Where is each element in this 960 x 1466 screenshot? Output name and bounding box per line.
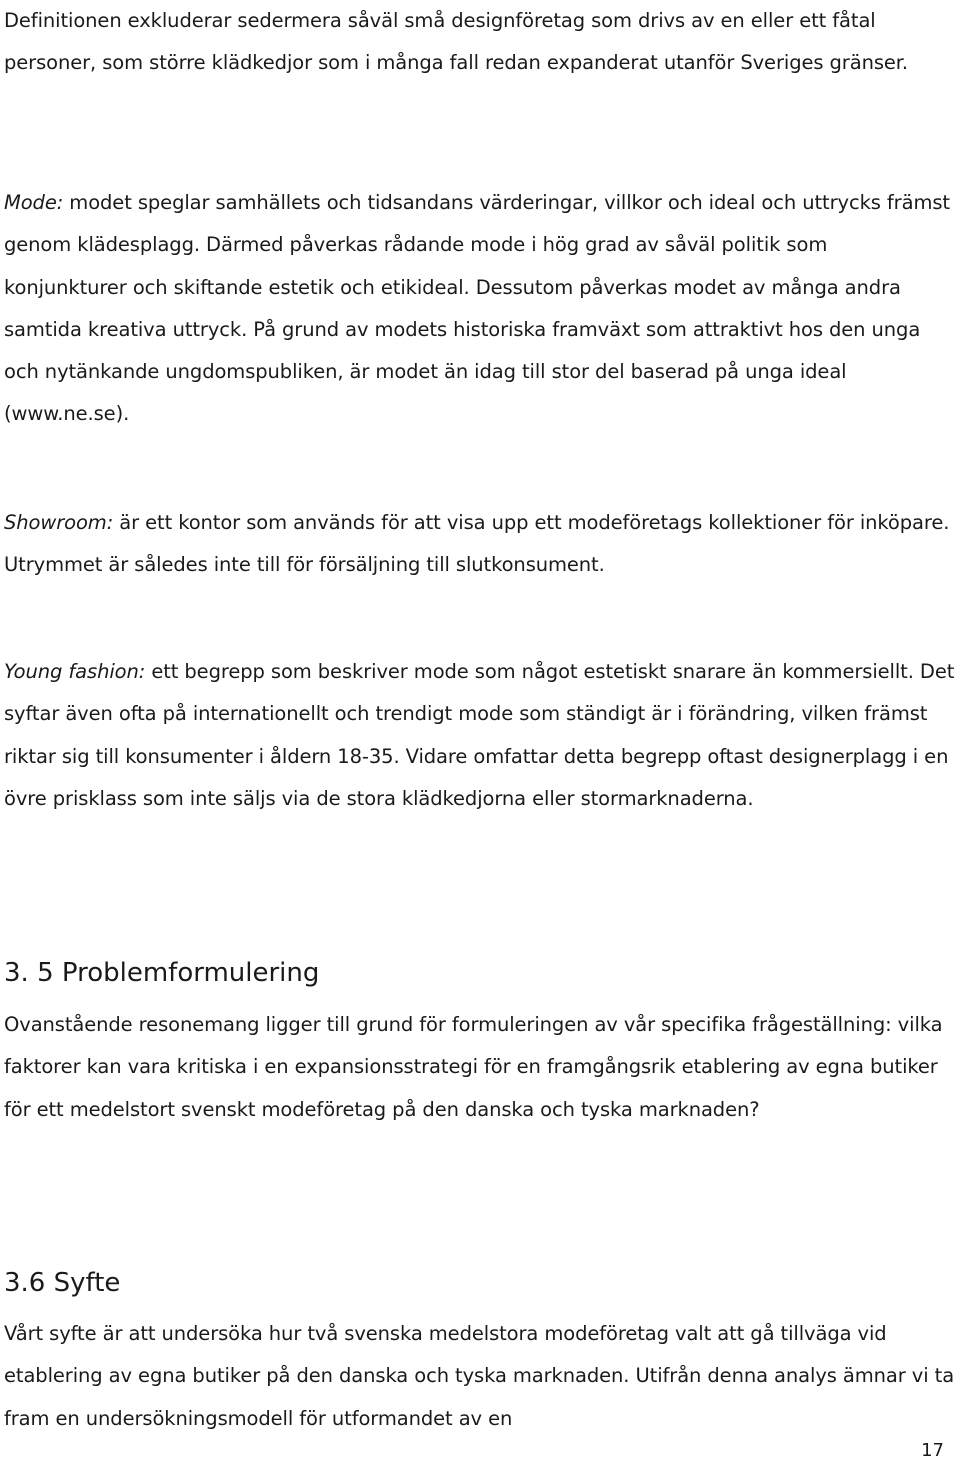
paragraph-text: Vårt syfte är att undersöka hur två svenska medelstora modeföretag valt att gå tillväga vid etablering av egna butiker på den danska och tyska marknaden. Utifrån denna analys ämnar vi ta fram en undersökningsmodell för utformandet av en	[4, 1322, 955, 1430]
term-mode: Mode:	[4, 191, 64, 214]
paragraph-definition	[4, 0, 956, 85]
paragraph-showroom	[4, 502, 956, 587]
page-number: 17	[921, 1440, 944, 1461]
paragraph-text: ett begrepp som beskriver mode som något estetiskt snarare än kommersiellt. Det syftar även ofta på internationellt och trendigt mode som ständigt är i förändring, vilken främst riktar sig till konsumenter i åldern 18-35. Vidare omfattar detta begrepp oftast designerplagg i en övre prisklass som inte säljs via de stora klädkedjorna eller stormarknaderna.	[4, 660, 955, 810]
paragraph-text: är ett kontor som används för att visa upp ett modeföretags kollektioner för inköpare. Utrymmet är således inte till för försäljning till slutkonsument.	[4, 511, 950, 577]
heading-syfte: 3.6 Syfte	[4, 1268, 121, 1298]
paragraph-problem	[4, 1004, 956, 1131]
term-showroom: Showroom:	[4, 511, 114, 534]
paragraph-mode	[4, 182, 956, 436]
paragraph-text: Definitionen exkluderar sedermera såväl små designföretag som drivs av en eller ett fåtal personer, som större klädkedjor som i många fall redan expanderat utanför Sveriges gränser.	[4, 9, 909, 75]
term-young-fashion: Young fashion:	[4, 660, 146, 683]
paragraph-syfte	[4, 1313, 956, 1440]
heading-problemformulering: 3. 5 Problemformulering	[4, 958, 320, 988]
paragraph-text: modet speglar samhällets och tidsandans värderingar, villkor och ideal och uttrycks främst genom klädesplagg. Därmed påverkas rådande mode i hög grad av såväl politik som konjunkturer och skiftande estetik och etikideal. Dessutom påverkas modet av många andra samtida kreativa uttryck. På grund av modets historiska framväxt som attraktivt hos den unga och nytänkande ungdomspubliken, är modet än idag till stor del baserad på unga ideal (www.ne.se).	[4, 191, 950, 426]
paragraph-text: Ovanstående resonemang ligger till grund för formuleringen av vår specifika frågeställning: vilka faktorer kan vara kritiska i en expansionsstrategi för en framgångsrik etablering av egna butiker för ett medelstort svenskt modeföretag på den danska och tyska marknaden?	[4, 1013, 943, 1121]
paragraph-young-fashion	[4, 651, 956, 820]
